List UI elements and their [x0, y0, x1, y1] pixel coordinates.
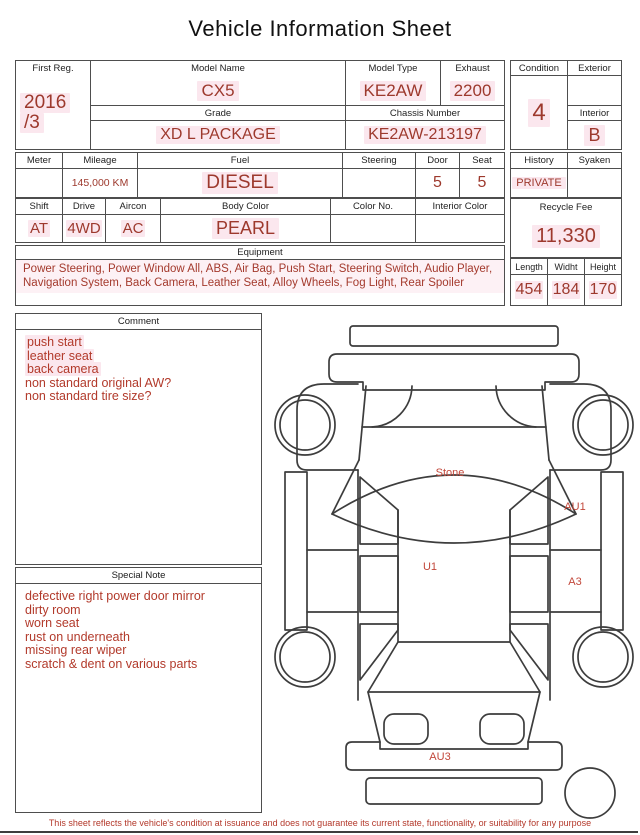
comment-box [15, 313, 262, 565]
bottom-edge-line [0, 831, 638, 833]
rear-right-wheel [573, 627, 633, 687]
first-reg-label: First Reg. [16, 61, 91, 76]
rear-window [368, 642, 540, 692]
condition-value: 4 [511, 76, 568, 149]
interior-label: Interior [568, 106, 621, 121]
chassis-number-value: KE2AW-213197 [346, 121, 504, 149]
front-right-window [510, 477, 548, 544]
length-label: Length [511, 259, 548, 275]
body-color-label: Body Color [161, 199, 331, 215]
drive-label: Drive [63, 199, 106, 215]
color-no-value [331, 215, 416, 242]
annotation-windshield: Stone [435, 467, 465, 479]
special-note-line: scratch & dent on various parts [25, 656, 198, 671]
width-label: Widht [548, 259, 585, 275]
meter-value [16, 169, 63, 197]
mileage-table [15, 152, 505, 198]
equipment-value: Power Steering, Power Window All, ABS, Air Bag, Push Start, Steering Switch, Audio Player, Navigation System, Back Camera, Leather Seat, Alloy Wheels, Fog Light, Rear Spoiler [16, 260, 504, 305]
door-value: 5 [416, 169, 460, 197]
history-value: PRIVATE [511, 169, 568, 197]
interior-value: B [568, 121, 621, 149]
door-label: Door [416, 153, 460, 169]
condition-table [510, 60, 622, 150]
special-note-line: defective right power door mirror [25, 589, 205, 603]
model-name-value: CX5 [91, 76, 346, 106]
dimensions-table [510, 258, 622, 306]
special-note-line: missing rear wiper [25, 643, 127, 657]
exhaust-label: Exhaust [455, 63, 490, 74]
left-door-splits [307, 550, 358, 612]
first-reg-year: 2016 [20, 93, 70, 113]
exhaust-value: 2200 [441, 76, 504, 106]
model-name-label: Model Name [91, 61, 346, 76]
rear-right-window [510, 556, 548, 612]
comment-line: non standard tire size? [25, 389, 152, 403]
front-left-window [360, 477, 398, 544]
special-note-box [15, 567, 262, 813]
shift-value: AT [16, 215, 63, 242]
height-label: Height [585, 259, 621, 275]
spare-tire [565, 768, 615, 818]
steering-value [343, 169, 416, 197]
comment-line: back camera [27, 362, 99, 376]
recycle-fee-label: Recycle Fee [539, 201, 593, 213]
history-label: History [511, 153, 568, 169]
color-no-label: Color No. [331, 199, 416, 215]
grade-value: XD L PACKAGE [91, 121, 346, 149]
syaken-value [568, 169, 621, 197]
length-value: 454 [511, 275, 548, 305]
fuel-label: Fuel [138, 153, 343, 169]
interior-color-value [416, 215, 504, 242]
history-table [510, 152, 622, 198]
meter-label: Meter [16, 153, 63, 169]
seat-label: Seat [460, 153, 504, 169]
drivetrain-table [15, 198, 505, 243]
height-value: 170 [589, 281, 617, 298]
exterior-label: Exterior [568, 61, 621, 76]
steering-label: Steering [343, 153, 416, 169]
right-headlight [496, 386, 536, 427]
mileage-label: Mileage [63, 153, 138, 169]
equipment-label: Equipment [16, 246, 504, 260]
annotation-front-right-door: AU1 [564, 501, 586, 513]
annotation-rear-bumper: AU3 [429, 751, 451, 763]
front-bumper [329, 354, 579, 390]
comment-line: leather seat [27, 348, 93, 363]
body-color-value: PEARL [161, 215, 331, 242]
front-left-fender [297, 384, 358, 470]
aircon-label: Aircon [106, 199, 161, 215]
recycle-fee-table [510, 198, 622, 258]
page-title: Vehicle Information Sheet [188, 16, 452, 41]
front-left-wheel [275, 395, 335, 455]
shift-label: Shift [16, 199, 63, 215]
front-right-wheel [573, 395, 633, 455]
width-value: 184 [548, 275, 585, 305]
disclaimer-text: This sheet reflects the vehicle's condition at issuance and does not guarantee its current state, functionality, or suitability for any purpose [48, 818, 592, 828]
aircon-value: AC [106, 215, 161, 242]
model-type-label: Model Type [346, 61, 441, 76]
first-reg-value [16, 76, 91, 149]
comment-header: Comment [16, 314, 261, 330]
special-note-body [16, 584, 261, 677]
special-note-line: dirty room [25, 602, 81, 617]
interior-color-label: Interior Color [416, 199, 504, 215]
drive-value: 4WD [63, 215, 106, 242]
chassis-number-label: Chassis Number [346, 106, 504, 121]
rear-left-window [360, 556, 398, 612]
front-upper-bar [350, 326, 558, 346]
special-note-line: worn seat [25, 616, 80, 630]
comment-line: push start [27, 335, 82, 349]
right-taillight [480, 714, 524, 744]
annotation-rear-right-door: A3 [568, 576, 582, 588]
annotation-roof: U1 [422, 561, 438, 573]
exterior-value [568, 76, 621, 106]
trunk-sides [368, 692, 540, 742]
mileage-value: 145,000 KM [63, 169, 138, 197]
comment-body [16, 330, 261, 410]
condition-label: Condition [511, 61, 568, 76]
rear-bumper [346, 742, 562, 770]
front-right-fender [550, 384, 611, 470]
recycle-fee-value: 11,330 [511, 215, 621, 257]
left-headlight [372, 386, 412, 427]
comment-line: non standard original AW? [25, 375, 172, 390]
rear-left-wheel [275, 627, 335, 687]
fuel-value: DIESEL [138, 169, 343, 197]
car-diagram [268, 312, 640, 820]
grade-label: Grade [91, 106, 346, 121]
first-reg-month: /3 [20, 113, 44, 133]
left-taillight [384, 714, 428, 744]
rear-lower-bar [366, 778, 542, 804]
special-note-header: Special Note [16, 568, 261, 584]
special-note-line: rust on underneath [25, 629, 130, 644]
vehicle-id-table [15, 60, 505, 150]
syaken-label: Syaken [568, 153, 621, 169]
left-sill [285, 472, 307, 630]
right-sill [601, 472, 623, 630]
model-type-value: KE2AW [346, 76, 441, 106]
equipment-table [15, 245, 505, 306]
seat-value: 5 [477, 174, 487, 191]
